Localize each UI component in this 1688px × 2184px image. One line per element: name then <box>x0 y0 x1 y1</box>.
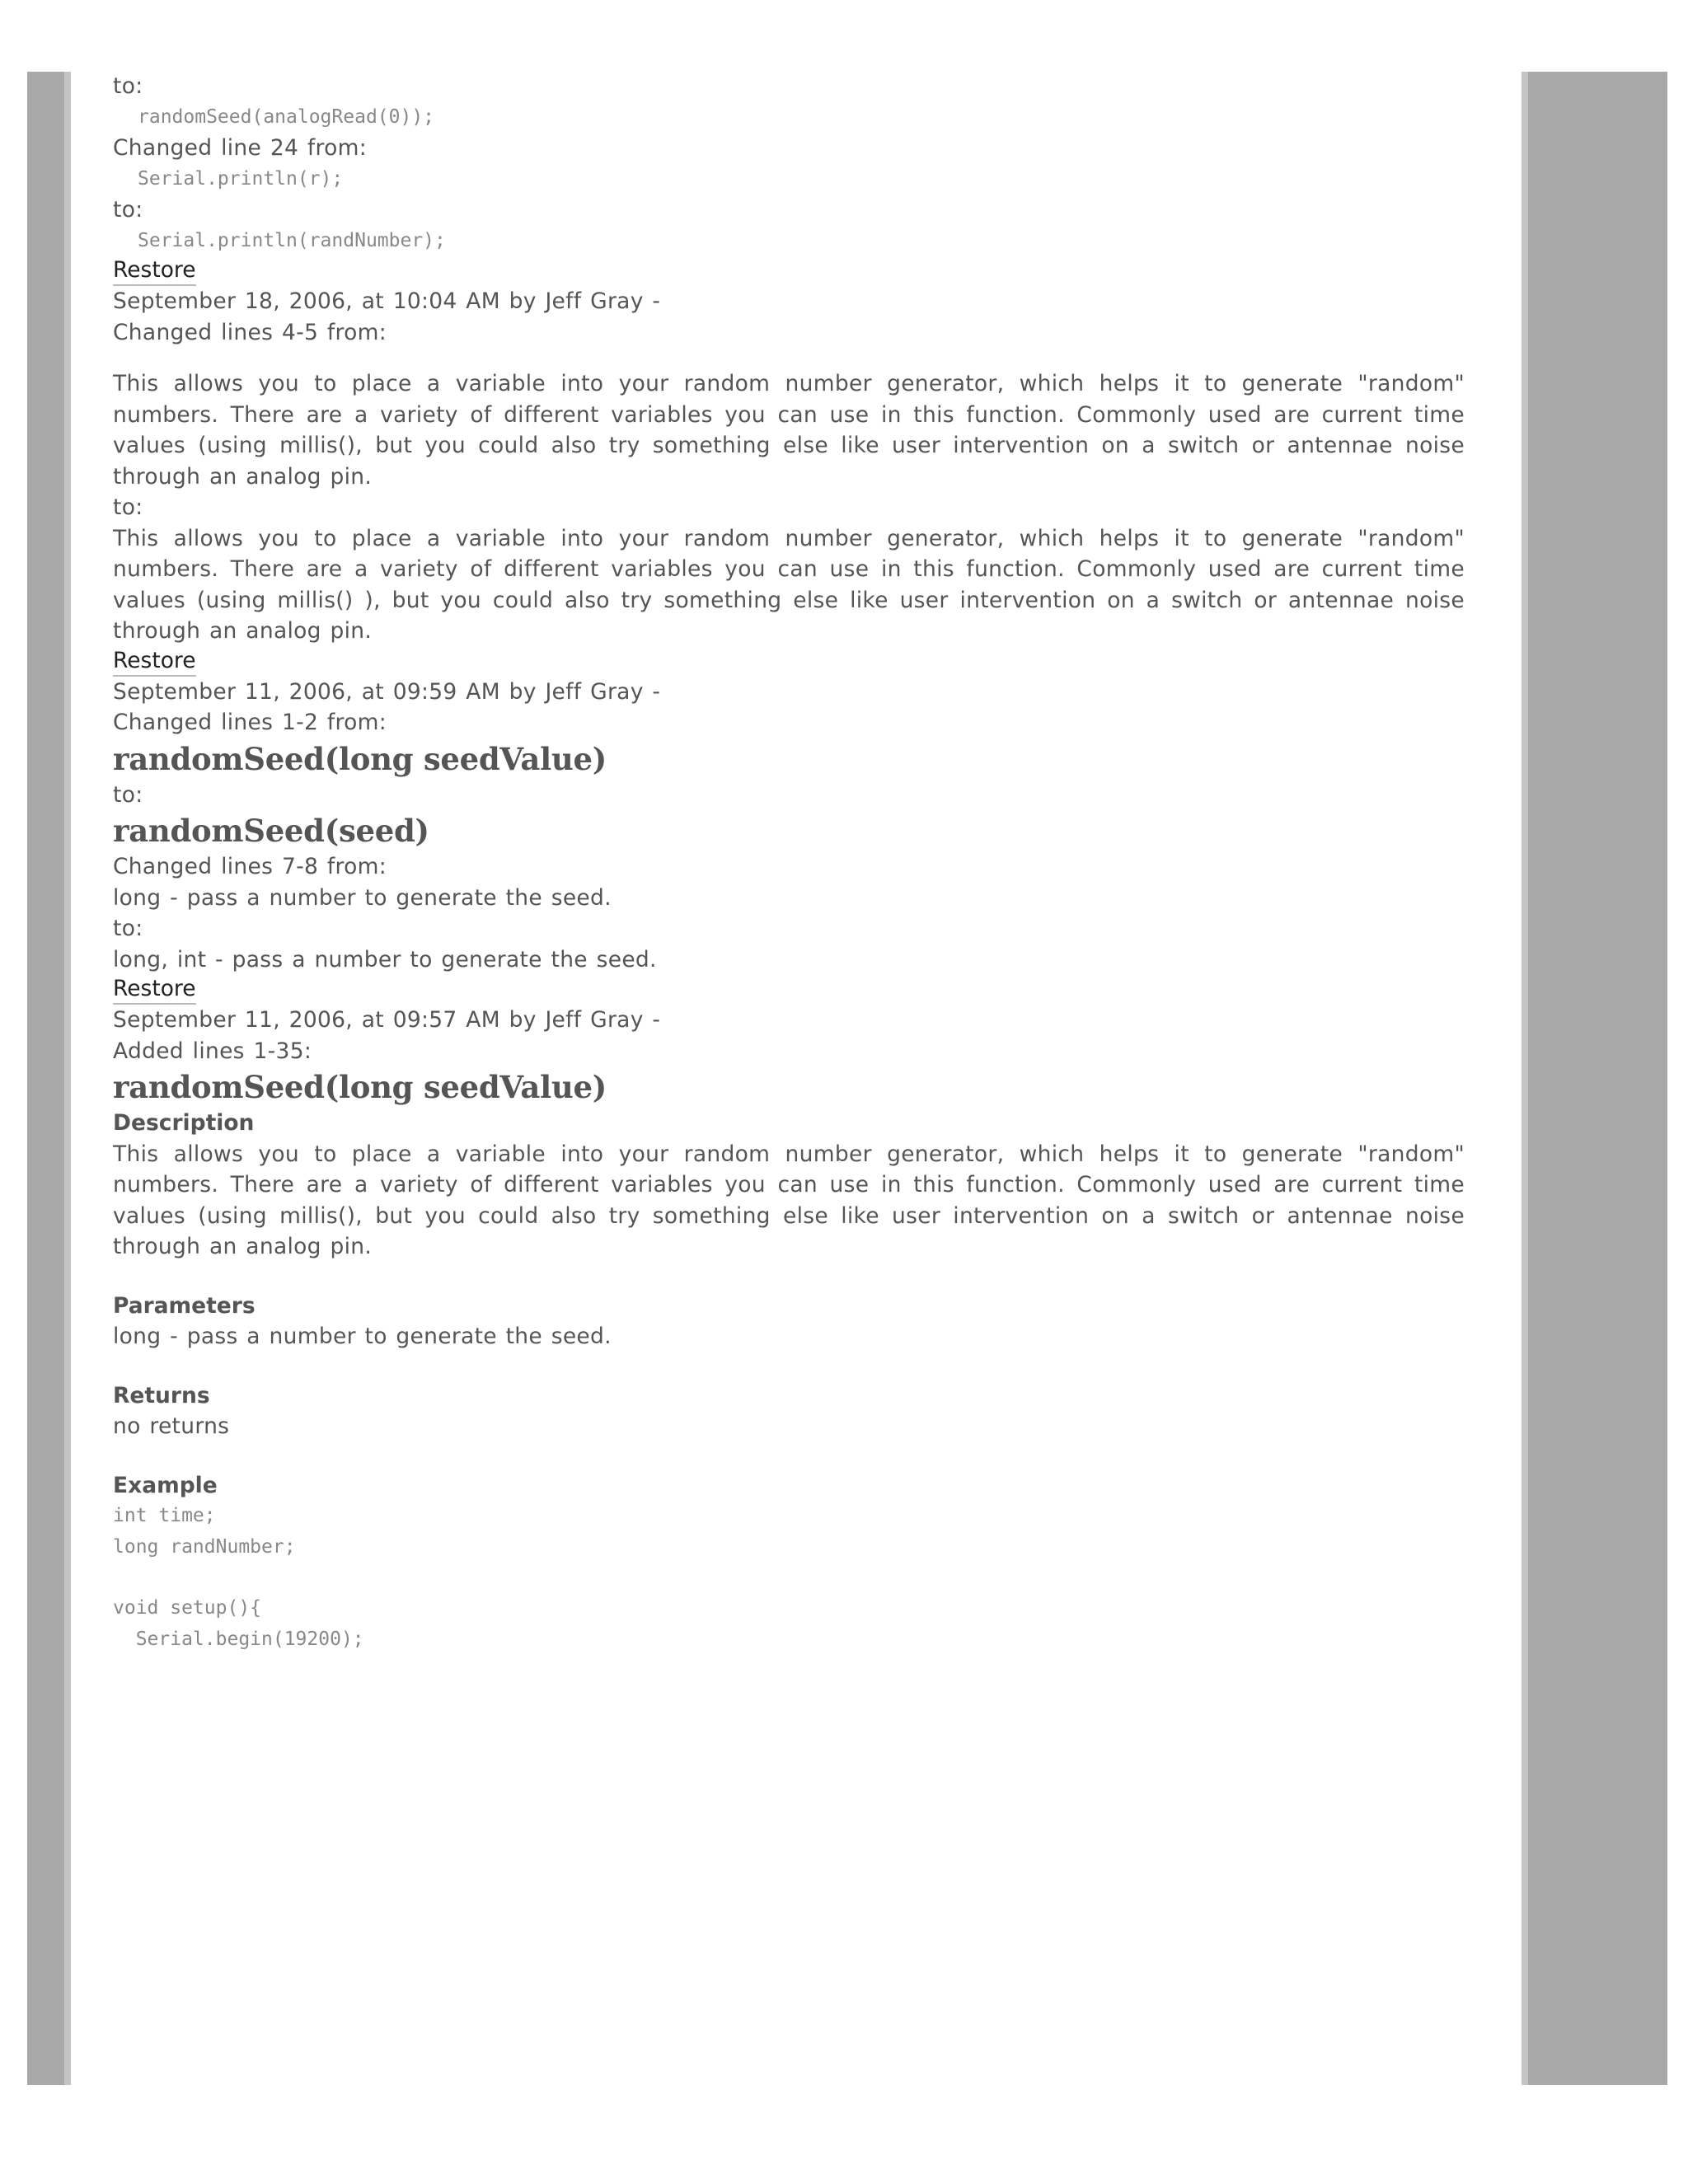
change-summary: Changed lines 4-5 from: <box>113 319 387 345</box>
restore-link[interactable]: Restore <box>113 256 196 286</box>
example-code: void setup(){ Serial.begin(19200); <box>113 1597 364 1650</box>
section-label-description: Description <box>113 1110 255 1136</box>
description-paragraph: This allows you to place a variable into your random number generator, which helps it to generate "random" numbers. There are a variety of different variables you can use in this function. Commonly used are current time values (using millis(), but you could also try something else like user intervention on a switch or antennae noise through an analog pin. <box>113 1141 1465 1259</box>
revision-meta: September 18, 2006, at 10:04 AM by Jeff Gray - <box>113 288 661 314</box>
right-side-bar <box>1522 72 1667 2085</box>
revision-meta: September 11, 2006, at 09:59 AM by Jeff Gray - <box>113 678 661 705</box>
restore-link[interactable]: Restore <box>113 647 196 677</box>
to-label: to: <box>113 494 143 520</box>
change-summary: Added lines 1-35: <box>113 1038 312 1064</box>
function-heading: randomSeed(seed) <box>113 813 429 849</box>
function-heading: randomSeed(long seedValue) <box>113 1069 607 1105</box>
code-line: Serial.println(randNumber); <box>138 229 446 251</box>
change-summary: Changed lines 1-2 from: <box>113 710 387 735</box>
description-paragraph: This allows you to place a variable into your random number generator, which helps it to generate "random" numbers. There are a variety of different variables you can use in this function. Commonly used are current time values (using millis(), but you could also try something else like user intervention on a switch or antennae noise through an analog pin. <box>113 371 1465 490</box>
restore-link[interactable]: Restore <box>113 975 196 1005</box>
to-label: to: <box>113 197 143 223</box>
page-history-content <box>113 71 1465 1655</box>
to-label: to: <box>113 781 143 808</box>
right-side-bar-edge <box>1522 72 1528 2085</box>
section-label-example: Example <box>113 1472 218 1498</box>
description-paragraph: This allows you to place a variable into your random number generator, which helps it to generate "random" numbers. There are a variety of different variables you can use in this function. Commonly used are current time values (using millis() ), but you could also try something else like user intervention on a switch or antennae noise through an analog pin. <box>113 525 1465 644</box>
function-heading: randomSeed(long seedValue) <box>113 740 607 777</box>
to-label: to: <box>113 73 143 99</box>
left-side-bar-edge <box>64 72 71 2085</box>
code-line: Serial.println(r); <box>138 167 344 190</box>
change-summary: Changed lines 7-8 from: <box>113 854 387 879</box>
parameter-text: long - pass a number to generate the seed. <box>113 1324 612 1349</box>
returns-text: no returns <box>113 1413 230 1439</box>
parameter-text: long, int - pass a number to generate the seed. <box>113 946 657 972</box>
to-label: to: <box>113 916 143 941</box>
example-code: int time; long randNumber; <box>113 1505 296 1558</box>
change-summary: Changed line 24 from: <box>113 135 367 161</box>
revision-meta: September 11, 2006, at 09:57 AM by Jeff Gray - <box>113 1007 661 1033</box>
parameter-text: long - pass a number to generate the seed. <box>113 884 612 911</box>
section-label-returns: Returns <box>113 1382 210 1408</box>
section-label-parameters: Parameters <box>113 1292 256 1319</box>
code-line: randomSeed(analogRead(0)); <box>138 105 435 128</box>
